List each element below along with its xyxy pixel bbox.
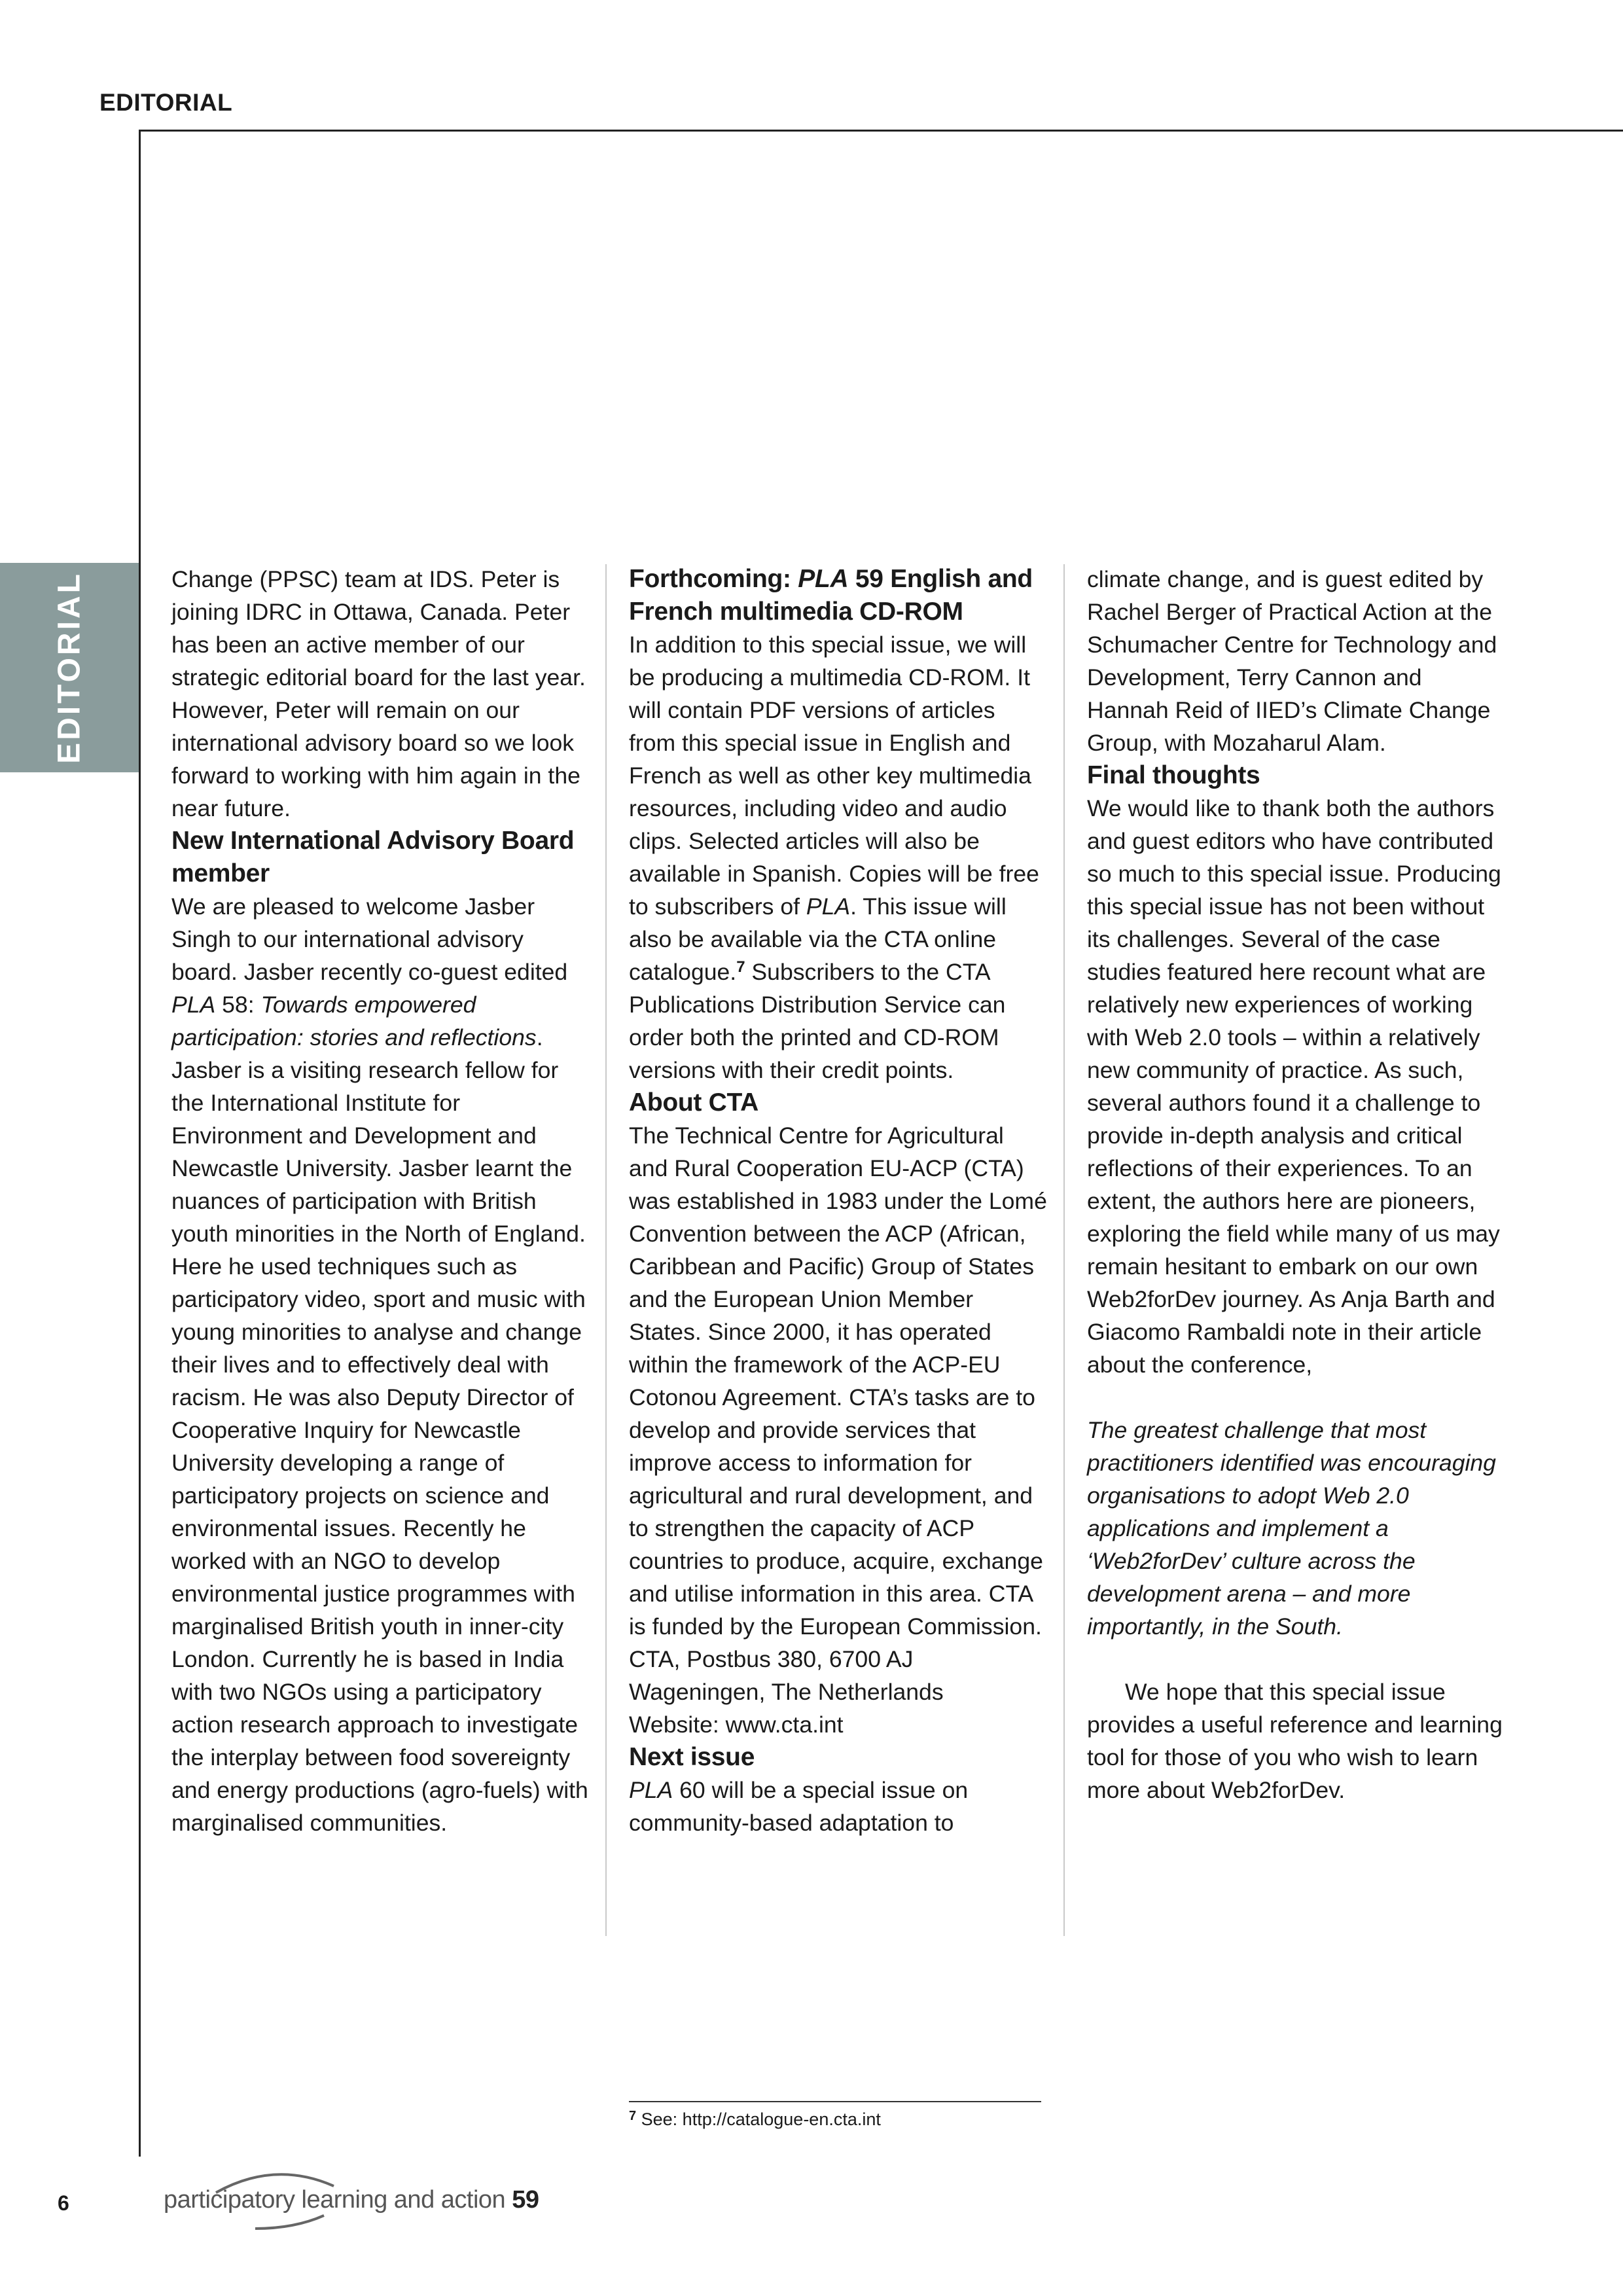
section-heading: Forthcoming: PLA 59 English and French multimedia CD-ROM: [629, 565, 1033, 626]
section-side-tab: [0, 563, 139, 772]
footnote-number: 7: [629, 2109, 637, 2123]
pla-italic: PLA: [171, 992, 216, 1018]
address-line: CTA, Postbus 380, 6700 AJ: [629, 1646, 914, 1672]
column-divider: [1063, 564, 1065, 1936]
column-3: [1087, 563, 1506, 1806]
column-divider: [605, 564, 607, 1936]
column-2: [629, 563, 1048, 1839]
footnote-marker: 7: [736, 958, 745, 976]
frame-left-rule: [139, 130, 141, 2157]
paragraph: In addition to this special issue, we will be producing a multimedia CD-ROM. It will contain PDF versions of articles from this special issue in English and French as well as other key multimedia resources, including video and audio clips. Selected articles will also be available in Spanish. Copies will be free to subscribers of PLA. This issue will also be available via the CTA online catalogue.$^7$ Subscribers to the CTA Publications Distribution Service can order both the printed and CD-ROM versions with their credit points.: [629, 632, 1039, 1083]
publication-brand: participatory learning and action 59: [164, 2186, 539, 2214]
paragraph: PLA 60 will be a special issue on community-based adaptation to: [629, 1777, 969, 1836]
section-heading: About CTA: [629, 1088, 759, 1117]
side-tab-label: EDITORIAL: [52, 571, 87, 764]
address-line: Wageningen, The Netherlands: [629, 1679, 944, 1705]
publication-title: Towards empowered participation: stories and reflections: [171, 992, 537, 1050]
section-header: EDITORIAL: [99, 89, 233, 116]
frame-top-rule: [139, 130, 1623, 132]
paragraph: We would like to thank both the authors and guest editors who have contributed so much to this special issue. Producing this special issue has not been without its challenges. Several of the case studies featured here recount what are relatively new experiences of working with Web 2.0 tools – within a relatively new community of practice. As such, several authors found it a challenge to provide in-depth analysis and critical reflections of their experiences. To an extent, the authors here are pioneers, exploring the field while many of us may remain hesitant to embark on our own Web2forDev journey. As Anja Barth and Giacomo Rambaldi note in their article about the conference,: [1087, 795, 1501, 1378]
column-1: [171, 563, 590, 1839]
paragraph: We hope that this special issue provides a useful reference and learning tool for those of you who wish to learn more about Web2forDev.: [1087, 1679, 1503, 1803]
section-heading: Next issue: [629, 1743, 755, 1771]
footnote: [629, 2108, 881, 2131]
footnote-rule: [629, 2101, 1041, 2102]
paragraph: We are pleased to welcome Jasber Singh to our international advisory board. Jasber recently co-guest edited PLA 58: Towards empowered participation: stories and reflections. Jasber is a visiting research fellow for the International Institute for Environment and Development and Newcastle University. Jasber learnt the nuances of participation with British youth minorities in the North of England. Here he used techniques such as participatory video, sport and music with young minorities to analyse and change their lives and to effectively deal with racism. He was also Deputy Director of Cooperative Inquiry for Newcastle University developing a range of participatory projects on science and environmental issues. Recently he worked with an NGO to develop environmental justice programmes with marginalised British youth in inner-city London. Currently he is based in India with two NGOs using a participatory action research approach to investigate the interplay between food sovereignty and energy productions (agro-fuels) with marginalised communities.: [171, 893, 588, 1836]
page-number: 6: [58, 2191, 69, 2215]
paragraph: climate change, and is guest edited by Rachel Berger of Practical Action at the Schumacher Centre for Technology and Development, Terry Cannon and Hannah Reid of IIED’s Climate Change Group, with Mozaharul Alam.: [1087, 566, 1497, 756]
address-line: Website: www.cta.int: [629, 1712, 844, 1738]
section-heading: Final thoughts: [1087, 761, 1260, 789]
footnote-text: See: http://catalogue-en.cta.int: [641, 2109, 881, 2129]
section-heading: New International Advisory Board member: [171, 827, 575, 888]
paragraph: Change (PPSC) team at IDS. Peter is joining IDRC in Ottawa, Canada. Peter has been an active member of our strategic editorial board for the last year. However, Peter will remain on our international advisory board so we look forward to working with him again in the near future.: [171, 566, 586, 821]
paragraph: The Technical Centre for Agricultural and Rural Cooperation EU-ACP (CTA) was established in 1983 under the Lomé Convention between the ACP (African, Caribbean and Pacific) Group of States and the European Union Member States. Since 2000, it has operated within the framework of the ACP-EU Cotonou Agreement. CTA’s tasks are to develop and provide services that improve access to information for agricultural and rural development, and to strengthen the capacity of ACP countries to produce, acquire, exchange and utilise information in this area. CTA is funded by the European Commission.: [629, 1122, 1047, 1640]
quote: The greatest challenge that most practitioners identified was encouraging organisations to adopt Web 2.0 applications and implement a ‘Web2forDev’ culture across the development arena – and more importantly, in the South.: [1087, 1417, 1496, 1640]
